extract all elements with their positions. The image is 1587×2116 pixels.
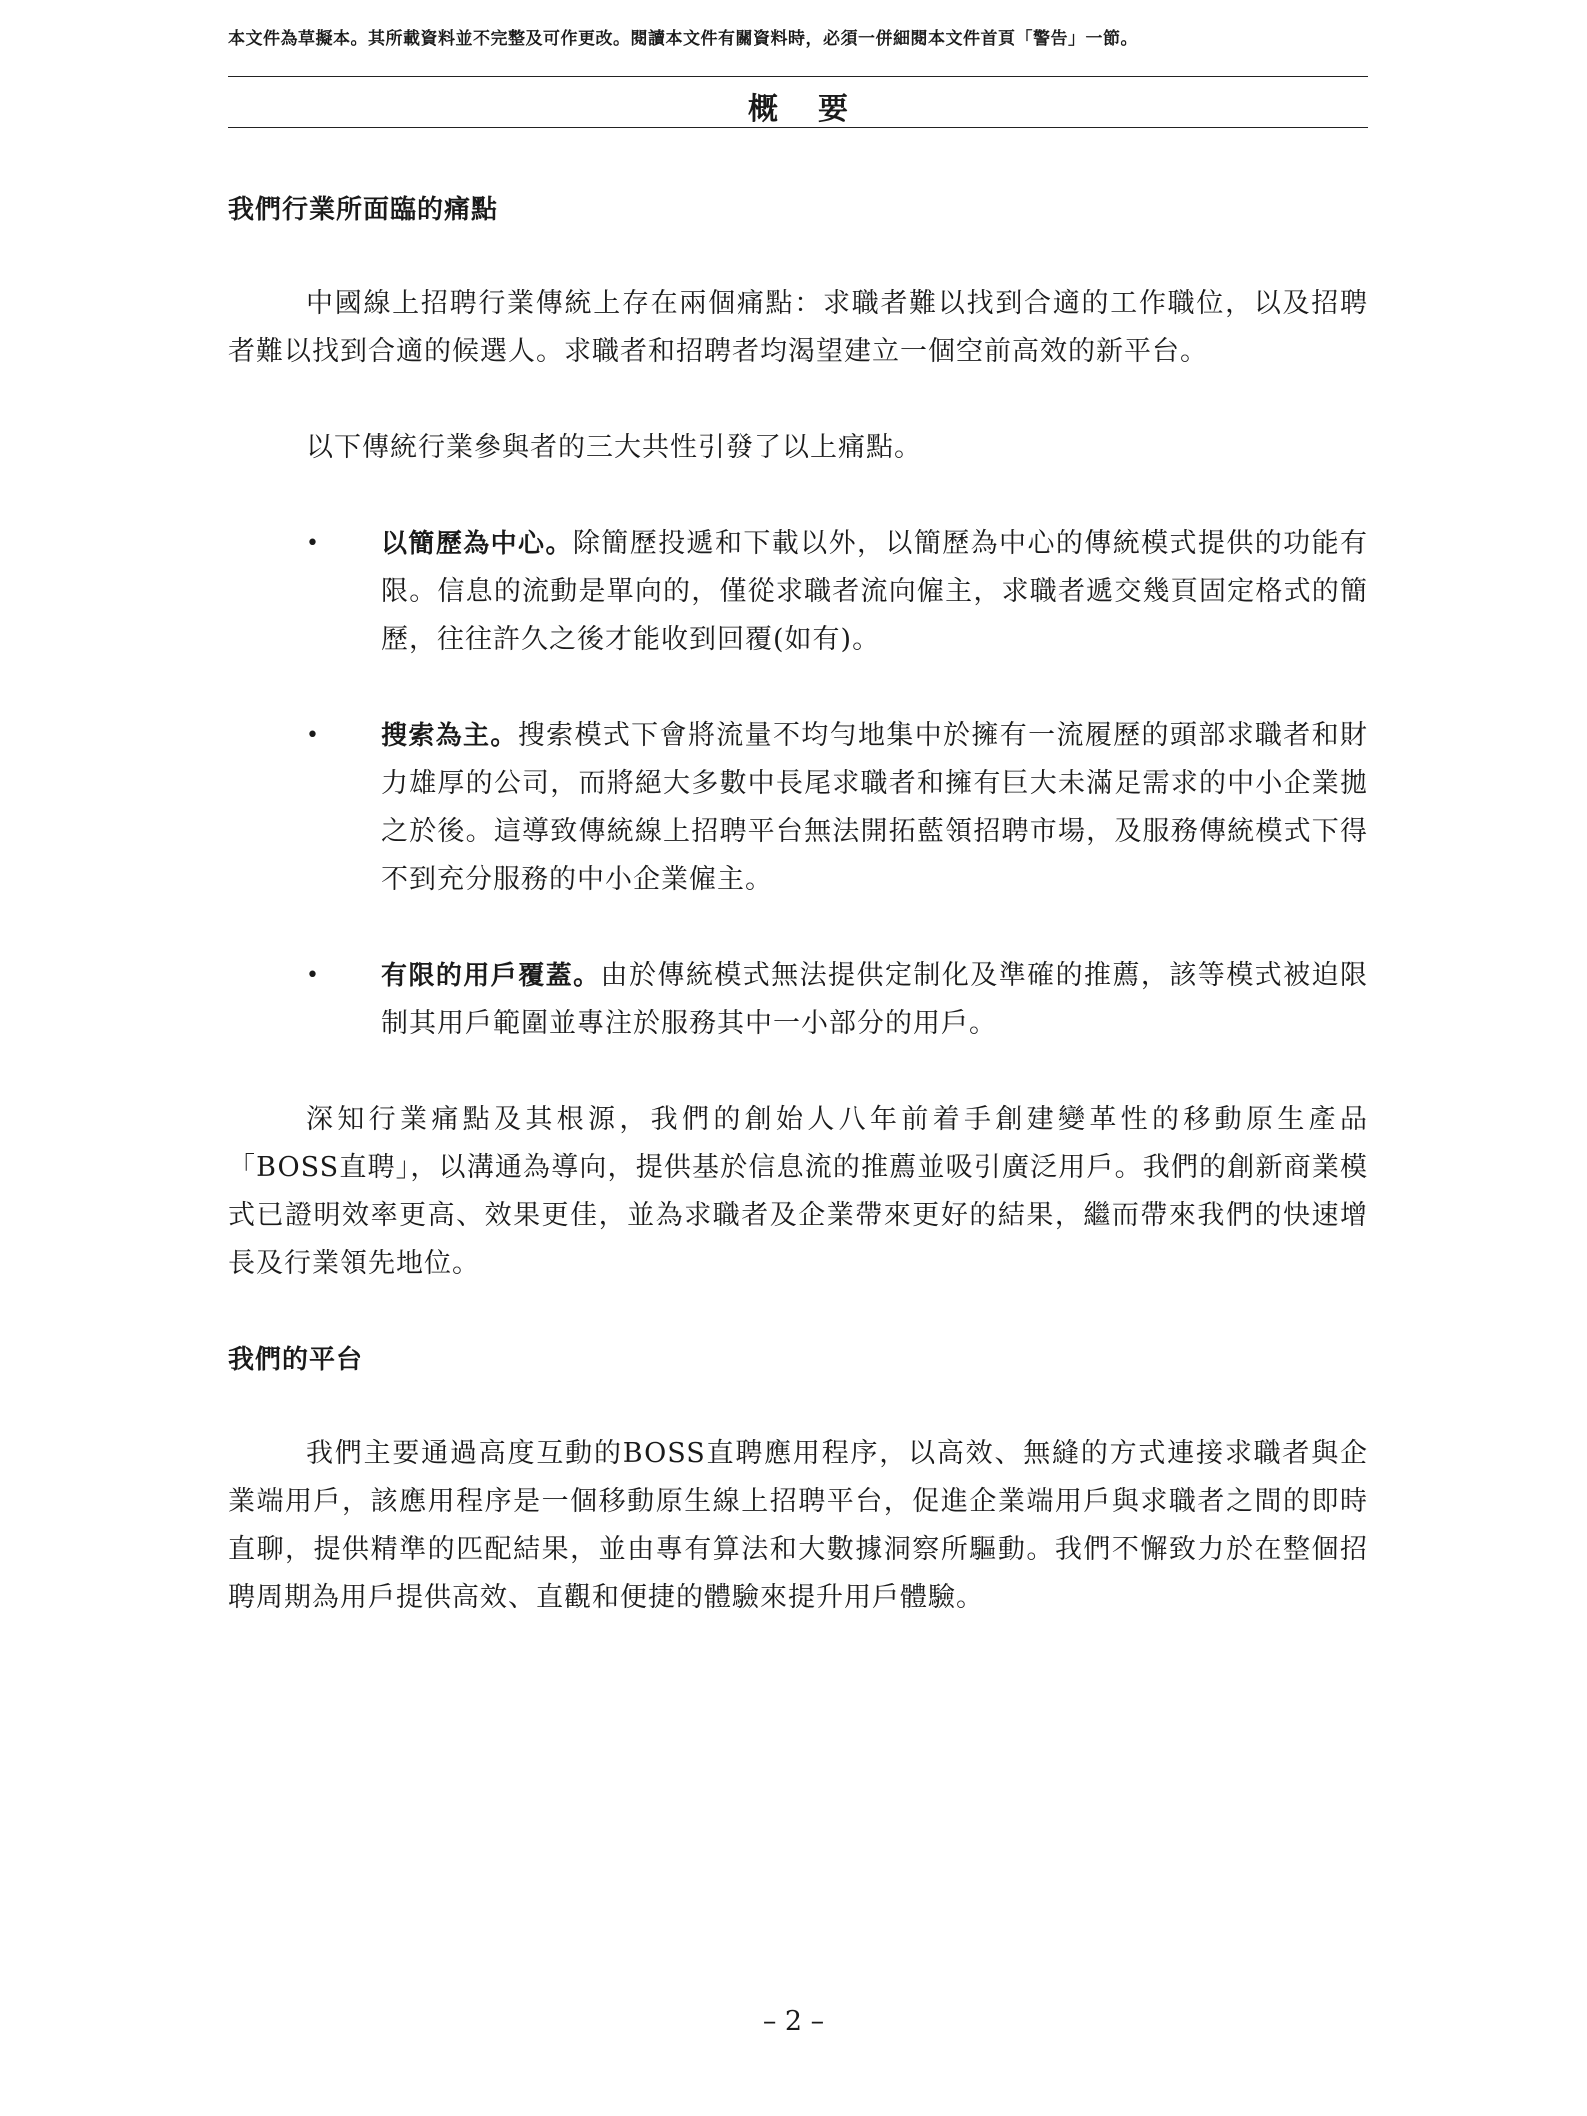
paragraph: 以下傳統行業參與者的三大共性引發了以上痛點。 [306,432,922,463]
paragraph: 深知行業痛點及其根源，我們的創始人八年前着手創建變革性的移動原生產品「BOSS直聘」，以溝通為導向，提供基於信息流的推薦並吸引廣泛用戶。我們的創新商業模式已證明效率更高、效果更佳，並為求職者及企業帶來更好的結果，繼而帶來我們的快速增長及行業領先地位。 [228,1104,1368,1279]
header-rule-bottom [228,127,1368,128]
list-item [228,952,1368,1048]
bullet-list [228,520,1368,1048]
bullet-icon: • [306,723,320,748]
list-item [228,712,1368,904]
draft-disclaimer: 本文件為草擬本。其所載資料並不完整及可作更改。閱讀本文件有關資料時，必須一併細閱本文件首頁「警告」一節。 [228,29,1138,49]
paragraph: 中國線上招聘行業傳統上存在兩個痛點：求職者難以找到合適的工作職位，以及招聘者難以找到合適的候選人。求職者和招聘者均渴望建立一個空前高效的新平台。 [228,288,1368,367]
paragraph: 我們主要通過高度互動的BOSS直聘應用程序，以高效、無縫的方式連接求職者與企業端用戶，該應用程序是一個移動原生線上招聘平台，促進企業端用戶與求職者之間的即時直聊，提供精準的匹配結果，並由專有算法和大數據洞察所驅動。我們不懈致力於在整個招聘周期為用戶提供高效、直觀和便捷的體驗來提升用戶體驗。 [228,1438,1368,1613]
section-title: 概要 [748,92,888,127]
bullet-text: 由於傳統模式無法提供定制化及準確的推薦，該等模式被迫限制其用戶範圍並專注於服務其中一小部分的用戶。 [381,960,1368,1039]
bullet-icon: • [306,963,320,988]
bullet-lead: 搜索為主。 [381,721,518,751]
bullet-lead: 以簡歷為中心。 [381,529,573,559]
bullet-text: 搜索模式下會將流量不均勻地集中於擁有一流履歷的頭部求職者和財力雄厚的公司，而將絕大多數中長尾求職者和擁有巨大未滿足需求的中小企業拋之於後。這導致傳統線上招聘平台無法開拓藍領招聘市場，及服務傳統模式下得不到充分服務的中小企業僱主。 [381,720,1368,895]
bullet-lead: 有限的用戶覆蓋。 [381,961,601,991]
page-number: – 2 – [762,2006,825,2037]
bullet-icon: • [306,531,320,556]
list-item [228,520,1368,664]
heading-pain-points: 我們行業所面臨的痛點 [228,195,499,225]
header-rule-top [228,76,1368,77]
bullet-text: 除簡歷投遞和下載以外，以簡歷為中心的傳統模式提供的功能有限。信息的流動是單向的，僅從求職者流向僱主，求職者遞交幾頁固定格式的簡歷，往往許久之後才能收到回覆(如有)。 [381,528,1368,655]
heading-our-platform: 我們的平台 [228,1345,364,1375]
body-content [228,186,1368,1622]
